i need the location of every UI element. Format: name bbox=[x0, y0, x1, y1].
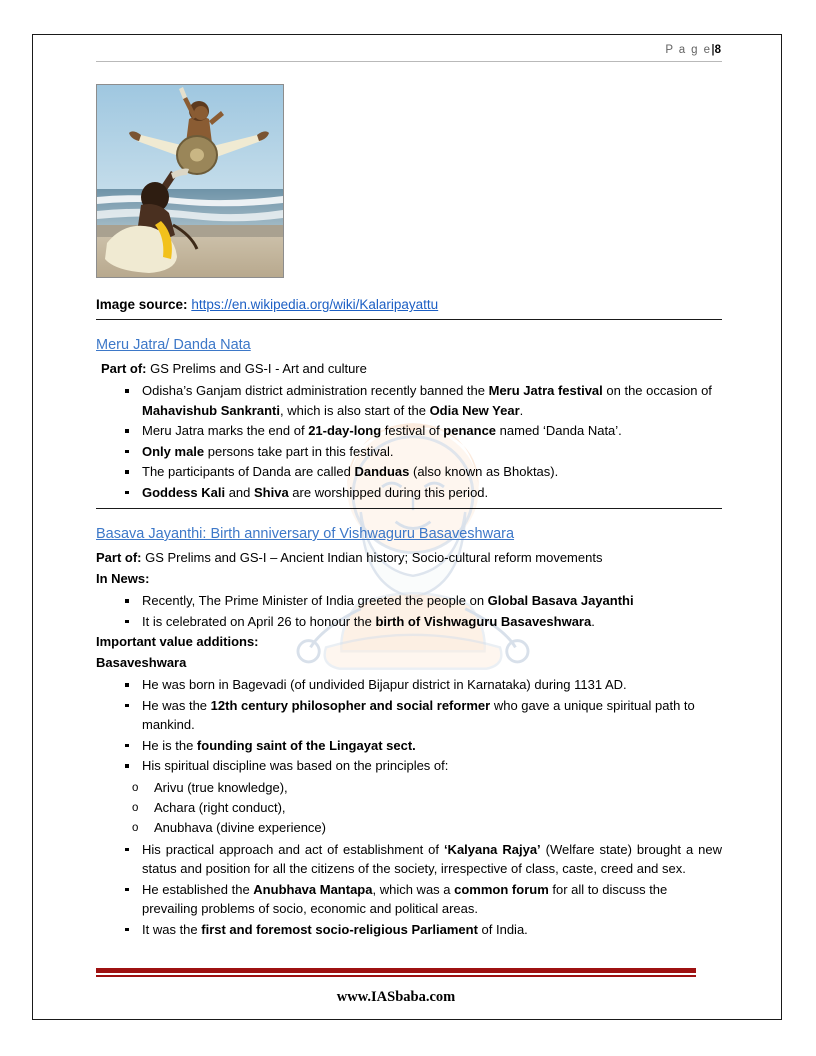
basaveshwara-label: Basaveshwara bbox=[96, 655, 187, 670]
body-text: . bbox=[519, 402, 524, 418]
basava-part-of bbox=[96, 549, 722, 567]
emphasis-text: Goddess Kali bbox=[142, 484, 226, 500]
emphasis-text: founding saint of the Lingayat sect. bbox=[196, 737, 416, 753]
list-item bbox=[142, 880, 722, 919]
footer-rule-thin bbox=[96, 975, 696, 977]
emphasis-text: common forum bbox=[454, 881, 549, 897]
image-source-link[interactable]: https://en.wikipedia.org/wiki/Kalaripayattu bbox=[191, 297, 439, 312]
list-item bbox=[142, 840, 722, 879]
body-text: Odisha’s Ganjam district administration recently banned the bbox=[142, 383, 489, 398]
sub-list-item: o Arivu (true knowledge), bbox=[154, 778, 722, 798]
body-text: The participants of Danda are called bbox=[142, 464, 355, 479]
part-of-value: GS Prelims and GS-I - Art and culture bbox=[146, 361, 367, 376]
emphasis-text: Anubhava Mantapa bbox=[253, 881, 373, 897]
part-of-label: Part of: bbox=[101, 361, 147, 376]
body-text: who gave a unique spiritual path to mankind. bbox=[142, 697, 695, 732]
body-text: He established the bbox=[142, 881, 254, 897]
body-text: He was born in Bagevadi (of undivided Bijapur district in Karnataka) during 1131 AD. bbox=[142, 677, 627, 692]
meru-jatra-bullet-list bbox=[96, 381, 722, 502]
body-text: His practical approach and act of establishment of bbox=[142, 841, 444, 857]
emphasis-text: Odia New Year bbox=[429, 402, 520, 418]
basaveshwara-bullet-list bbox=[96, 675, 722, 776]
list-item bbox=[142, 920, 722, 940]
body-text: are worshipped during this period. bbox=[288, 484, 489, 500]
list-item bbox=[142, 696, 722, 735]
body-text: and bbox=[225, 484, 254, 500]
list-item bbox=[142, 756, 722, 776]
body-text: It is celebrated on April 26 to honour the bbox=[142, 613, 376, 629]
emphasis-text: Only male bbox=[142, 443, 205, 459]
body-text: , which is also start of the bbox=[279, 402, 430, 418]
body-text: Recently, The Prime Minister of India greeted the people on bbox=[142, 593, 488, 608]
page-separator: | bbox=[711, 44, 715, 56]
emphasis-text: 21-day-long bbox=[308, 423, 382, 438]
section-heading-meru-jatra[interactable]: Meru Jatra/ Danda Nata bbox=[96, 337, 251, 353]
body-text: (also known as Bhoktas). bbox=[409, 464, 559, 479]
emphasis-text: penance bbox=[443, 423, 497, 438]
footer-website: www.IASbaba.com bbox=[336, 988, 456, 1005]
list-item bbox=[142, 675, 722, 695]
meru-jatra-divider bbox=[96, 508, 722, 509]
page-content bbox=[96, 44, 722, 941]
list-item bbox=[142, 462, 722, 482]
header-divider bbox=[96, 61, 722, 62]
image-source-label: Image source: bbox=[96, 297, 188, 312]
list-item bbox=[142, 442, 722, 462]
emphasis-text: Meru Jatra festival bbox=[488, 383, 603, 398]
list-item bbox=[142, 381, 722, 420]
image-source-divider bbox=[96, 319, 722, 320]
in-news-bullet-list bbox=[96, 591, 722, 631]
list-item bbox=[142, 612, 722, 632]
part-of-value-2: GS Prelims and GS-I – Ancient Indian history; Socio-cultural reform movements bbox=[141, 550, 603, 565]
image-source-line bbox=[96, 296, 722, 314]
body-text: His spiritual discipline was based on the principles of: bbox=[142, 758, 449, 773]
body-text: , which was a bbox=[372, 881, 455, 897]
part-of-label-2: Part of: bbox=[96, 550, 142, 565]
page-header bbox=[96, 44, 722, 59]
emphasis-text: 12th century philosopher and social reformer bbox=[210, 697, 491, 713]
sub-list-item: o Anubhava (divine experience) bbox=[154, 818, 722, 838]
emphasis-text: ‘Kalyana Rajya’ bbox=[443, 841, 541, 857]
emphasis-text: Mahavishub Sankranti bbox=[142, 402, 280, 418]
body-text: persons take part in this festival. bbox=[204, 443, 394, 459]
body-text: (Welfare state) brought a new status and position for all the citizens of the society, irrespective of class, caste, creed and sex. bbox=[142, 841, 722, 876]
body-text: for all to discuss the prevailing problems of socio, economic and political areas. bbox=[142, 881, 668, 916]
emphasis-text: Global Basava Jayanthi bbox=[487, 593, 634, 608]
section-heading-basava-jayanthi[interactable]: Basava Jayanthi: Birth anniversary of Vishwaguru Basaveshwara bbox=[96, 526, 515, 542]
page-footer bbox=[96, 968, 696, 1006]
list-item bbox=[142, 421, 722, 441]
principles-sub-list bbox=[96, 778, 722, 838]
page-number: 8 bbox=[714, 44, 721, 56]
body-text: . bbox=[591, 613, 595, 629]
important-value-additions-label: Important value additions: bbox=[96, 634, 259, 649]
basaveshwara-closing-bullet-list bbox=[96, 840, 722, 940]
meru-jatra-part-of bbox=[101, 360, 722, 378]
emphasis-text: Shiva bbox=[254, 484, 289, 500]
emphasis-text: birth of Vishwaguru Basaveshwara bbox=[375, 613, 592, 629]
body-text: It was the bbox=[142, 921, 202, 937]
body-text: festival of bbox=[381, 423, 444, 438]
list-item bbox=[142, 591, 722, 611]
emphasis-text: Danduas bbox=[354, 464, 410, 479]
in-news-label: In News: bbox=[96, 571, 150, 586]
emphasis-text: first and foremost socio-religious Parliament bbox=[201, 921, 478, 937]
sub-list-item: o Achara (right conduct), bbox=[154, 798, 722, 818]
kalaripayattu-photo bbox=[96, 84, 284, 278]
body-text: He was the bbox=[142, 697, 211, 713]
list-item bbox=[142, 736, 722, 756]
body-text: on the occasion of bbox=[602, 383, 712, 398]
list-item bbox=[142, 483, 722, 503]
page-label: P a g e bbox=[665, 44, 712, 56]
body-text: of India. bbox=[477, 921, 528, 937]
body-text: He is the bbox=[142, 737, 197, 753]
body-text: named ‘Danda Nata’. bbox=[496, 423, 622, 438]
body-text: Meru Jatra marks the end of bbox=[142, 423, 309, 438]
